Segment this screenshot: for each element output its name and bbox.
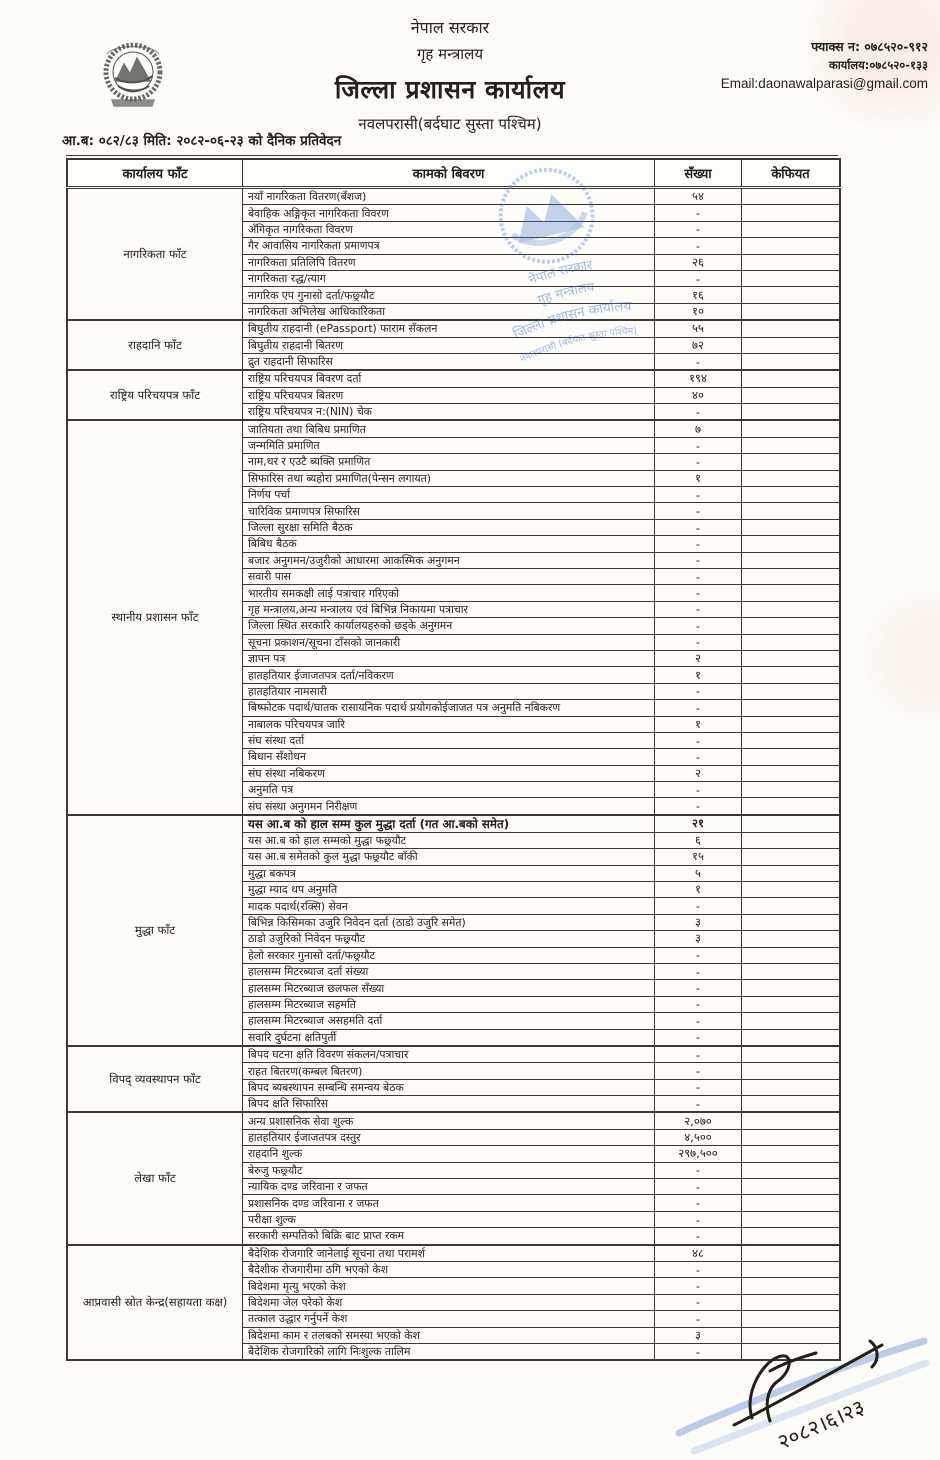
remarks-cell — [742, 1029, 841, 1046]
ministry-name: गृह मन्त्रालय — [416, 45, 484, 63]
remarks-cell — [742, 1245, 841, 1262]
work-description-cell: संघ संस्था दर्ता — [243, 732, 655, 748]
fax-number: फ्याक्स न: ०७८५२०-९१२ — [811, 39, 928, 54]
remarks-cell — [742, 1195, 841, 1211]
work-description-cell: हातहतियार ईजाजतपत्र दर्ता/नविकरण — [243, 667, 655, 683]
remarks-cell — [742, 420, 841, 437]
remarks-cell — [742, 205, 841, 221]
work-description-cell: बिघुतीय राहदानी (ePassport) फाराम सँकलन — [243, 320, 655, 337]
work-description-cell: नाम,थर र एउटै ब्यक्ति प्रमाणित — [243, 454, 655, 470]
count-cell: - — [655, 898, 742, 914]
remarks-cell — [742, 782, 841, 798]
remarks-cell — [742, 832, 841, 848]
work-description-cell: प्रशासनिक दण्ड जरिवाना र जफत — [243, 1195, 655, 1211]
count-cell: १ — [655, 470, 742, 486]
remarks-cell — [742, 1179, 841, 1195]
work-description-cell: बेवाहिक अङ्गिकृत नागरिकता विवरण — [243, 205, 655, 221]
work-description-cell: सिफारिस तथा ब्यहोरा प्रमाणित(पेन्सन लगायत) — [243, 470, 655, 486]
section-label: नागरिकता फाँट — [67, 188, 243, 321]
count-cell: - — [655, 404, 742, 421]
work-description-cell: बिभिन्न किसिमका उजुरि निवेदन दर्ता (ठाडो उजुरि समेत) — [243, 914, 655, 930]
count-cell: ७ — [655, 420, 742, 437]
remarks-cell — [742, 601, 841, 617]
work-description-cell: जिल्ला स्थित सरकारि कार्यालयहरुको छड्के अनुगमन — [243, 618, 655, 634]
count-cell: २,०७० — [655, 1112, 742, 1129]
contact-block — [721, 38, 928, 94]
work-description-cell: अनुमति पत्र — [243, 782, 655, 798]
stamp-line-4: नवलपरासी (बर्दघाट-सुस्ता पश्चिम) — [518, 325, 638, 366]
remarks-cell — [742, 749, 841, 765]
count-cell: - — [655, 536, 742, 552]
section-label: स्थानीय प्रशासन फाँट — [67, 420, 243, 814]
work-description-cell: मुद्धा म्याद थप अनुमति — [243, 882, 655, 898]
table-row — [67, 815, 840, 833]
remarks-cell — [742, 1211, 841, 1227]
work-description-cell: मादक पदार्थ(रक्सि) सेवन — [243, 898, 655, 914]
remarks-cell — [742, 287, 841, 303]
count-cell: ४८ — [655, 1245, 742, 1262]
section-label: लेखा फाँट — [67, 1112, 243, 1244]
remarks-cell — [742, 1278, 841, 1294]
count-cell: १ — [655, 667, 742, 683]
remarks-cell — [742, 370, 841, 387]
work-description-cell: नाबालक परिचयपत्र जारि — [243, 716, 655, 732]
work-description-cell: गृह मन्त्रालय,अन्य मन्त्रालय एवं बिभिन्न निकायमा पत्राचार — [243, 601, 655, 617]
count-cell: ३ — [655, 931, 742, 947]
count-cell: - — [655, 1013, 742, 1029]
work-description-cell: यस आ.ब को हाल सम्म कुल मुद्धा दर्ता (गत आ.बको समेत) — [243, 815, 655, 833]
remarks-cell — [742, 931, 841, 947]
remarks-cell — [742, 700, 841, 716]
remarks-cell — [742, 1343, 841, 1360]
column-header-work-description: कामको बिवरण — [243, 159, 655, 188]
district-name: नवलपरासी(बर्दघाट सुस्ता पश्चिम) — [358, 115, 542, 133]
work-description-cell: बिपद घटना क्षति विवरण संकलन/पत्राचार — [243, 1046, 655, 1063]
count-cell: - — [655, 947, 742, 963]
work-description-cell: परीक्षा शुल्क — [243, 1211, 655, 1227]
count-cell: १६ — [655, 287, 742, 303]
work-description-cell: जिल्ला सुरक्षा समिति बैठक — [243, 519, 655, 535]
work-description-cell: जन्ममिति प्रमाणित — [243, 437, 655, 453]
office-phone: कार्यालय:०७८५२०-१३३ — [828, 57, 928, 72]
count-cell: - — [655, 238, 742, 254]
work-description-cell: नागरिक एप गुनासो दर्ता/फछ्र्यौट — [243, 287, 655, 303]
work-description-cell: हातहतियार ईजाजतपत्र दस्तुर — [243, 1129, 655, 1145]
remarks-cell — [742, 221, 841, 237]
work-description-cell: बिदेशमा काम र तलबको समस्या भएको केश — [243, 1327, 655, 1343]
remarks-cell — [742, 1129, 841, 1145]
count-cell: - — [655, 782, 742, 798]
remarks-cell — [742, 1046, 841, 1063]
stamp-line-3: जिल्ला प्रशासन कार्यालय — [510, 298, 632, 343]
remarks-cell — [742, 337, 841, 353]
count-cell: - — [655, 1195, 742, 1211]
remarks-cell — [742, 519, 841, 535]
count-cell: २६ — [655, 254, 742, 270]
remarks-cell — [742, 188, 841, 205]
count-cell: - — [655, 205, 742, 221]
remarks-cell — [742, 798, 841, 815]
count-cell: - — [655, 1063, 742, 1079]
remarks-cell — [742, 898, 841, 914]
remarks-cell — [742, 404, 841, 421]
work-description-cell: राष्ट्रिय परिचयपत्र बिवरण दर्ता — [243, 370, 655, 387]
column-header-count: सँख्या — [655, 159, 742, 188]
section-label: विपद् व्यवस्थापन फाँट — [67, 1046, 243, 1113]
work-description-cell: सवारि दुर्घटना क्षतिपुर्ती — [243, 1029, 655, 1046]
work-description-cell: बिधान सँशोधन — [243, 749, 655, 765]
work-description-cell: हेलो सरकार गुनासो दर्ता/फछ्र्यौट — [243, 947, 655, 963]
table-row — [67, 188, 840, 205]
remarks-cell — [742, 765, 841, 781]
table-top-rule — [66, 155, 838, 156]
office-name: जिल्ला प्रशासन कार्यालय — [334, 75, 566, 104]
work-description-cell: हालसम्म मिटरब्याज छलफल सँख्या — [243, 980, 655, 996]
count-cell: २ — [655, 650, 742, 666]
count-cell: ४० — [655, 387, 742, 403]
government-name: नेपाल सरकार — [410, 18, 490, 37]
remarks-cell — [742, 568, 841, 584]
count-cell: - — [655, 1262, 742, 1278]
column-header-office-section: कार्यालय फाँट — [67, 159, 243, 188]
remarks-cell — [742, 254, 841, 270]
table-row — [67, 1112, 840, 1129]
count-cell: ५ — [655, 865, 742, 881]
count-cell: - — [655, 1294, 742, 1310]
work-description-cell: राहत बितरण(कम्बल बितरण) — [243, 1063, 655, 1079]
count-cell: - — [655, 503, 742, 519]
work-description-cell: बिघुतीय राहदानी बितरण — [243, 337, 655, 353]
stamp-line-1: नेपाल सरकार — [527, 258, 594, 289]
remarks-cell — [742, 1096, 841, 1113]
work-description-cell: नागरिकता अभिलेख आधिकारिकता — [243, 303, 655, 320]
remarks-cell — [742, 865, 841, 881]
table-header-row — [67, 159, 840, 188]
count-cell: - — [655, 552, 742, 568]
remarks-cell — [742, 947, 841, 963]
count-cell: - — [655, 270, 742, 286]
count-cell: - — [655, 798, 742, 815]
count-cell: ३ — [655, 1327, 742, 1343]
count-cell: ३ — [655, 914, 742, 930]
count-cell: - — [655, 454, 742, 470]
count-cell: २१ — [655, 815, 742, 833]
remarks-cell — [742, 650, 841, 666]
work-description-cell: संघ संस्था अनुगमन निरीक्षण — [243, 798, 655, 815]
remarks-cell — [742, 963, 841, 979]
work-description-cell: बिष्फोटक पदार्थ/घातक रासायनिक पदार्थ प्रयोगकोईजाजत पत्र अनुमति नबिकरण — [243, 700, 655, 716]
remarks-cell — [742, 914, 841, 930]
count-cell: - — [655, 1211, 742, 1227]
work-description-cell: राहदानि शुल्क — [243, 1146, 655, 1162]
work-description-cell: राष्ट्रिय परिचयपत्र न:(NIN) चेक — [243, 404, 655, 421]
remarks-cell — [742, 320, 841, 337]
remarks-cell — [742, 387, 841, 403]
remarks-cell — [742, 238, 841, 254]
work-description-cell: बैदेशीक रोजगारीमा ठगि भएको केश — [243, 1262, 655, 1278]
count-cell: ६ — [655, 832, 742, 848]
work-description-cell: संघ संस्था नबिकरण — [243, 765, 655, 781]
count-cell: - — [655, 1046, 742, 1063]
work-description-cell: ज्ञापन पत्र — [243, 650, 655, 666]
report-table-body — [67, 188, 840, 1361]
column-header-remarks: केफियत — [742, 159, 841, 188]
remarks-cell — [742, 437, 841, 453]
section-label: मुद्धा फाँट — [67, 815, 243, 1046]
letterhead — [230, 16, 670, 134]
work-description-cell: हातहतियार नामसारी — [243, 683, 655, 699]
count-cell: - — [655, 980, 742, 996]
work-description-cell: अन्य प्रशासनिक सेवा शुल्क — [243, 1112, 655, 1129]
nepal-government-emblem-icon — [92, 34, 174, 118]
remarks-cell — [742, 503, 841, 519]
remarks-cell — [742, 536, 841, 552]
table-row — [67, 320, 840, 337]
count-cell: १० — [655, 303, 742, 320]
count-cell: - — [655, 1179, 742, 1195]
work-description-cell: बजार अनुगमन/उजुरीको आधारमा आकस्मिक अनुगमन — [243, 552, 655, 568]
remarks-cell — [742, 618, 841, 634]
work-description-cell: हालसम्म मिटरब्याज दर्ता संख्या — [243, 963, 655, 979]
count-cell: ७२ — [655, 337, 742, 353]
signature-date: २०८२।६।२३ — [774, 1394, 869, 1455]
work-description-cell: सूचना प्रकाशन/सूचना टाँसको जानकारी — [243, 634, 655, 650]
count-cell: - — [655, 1343, 742, 1360]
count-cell: - — [655, 700, 742, 716]
remarks-cell — [742, 815, 841, 833]
work-description-cell: मुद्धा बकपत्र — [243, 865, 655, 881]
work-description-cell: द्रुत राहदानी सिफारिस — [243, 353, 655, 370]
count-cell: - — [655, 634, 742, 650]
work-description-cell: अँगिकृत नागरिकता विवरण — [243, 221, 655, 237]
count-cell: - — [655, 1079, 742, 1095]
email-address: Email:daonawalparasi@gmail.com — [720, 76, 928, 91]
remarks-cell — [742, 1262, 841, 1278]
count-cell: २९७,५०० — [655, 1146, 742, 1162]
work-description-cell: नागरिकता प्रतिलिपि वितरण — [243, 254, 655, 270]
work-description-cell: ठाडो उजुरिको निवेदन फछ्र्यौट — [243, 931, 655, 947]
count-cell: - — [655, 437, 742, 453]
remarks-cell — [742, 732, 841, 748]
remarks-cell — [742, 882, 841, 898]
count-cell: १५ — [655, 849, 742, 865]
work-description-cell: बैदेशिक रोजगारि जानेलाई सूचना तथा परामर्श — [243, 1245, 655, 1262]
count-cell: - — [655, 519, 742, 535]
count-cell: - — [655, 1311, 742, 1327]
work-description-cell: यस आ.ब को हाल सम्मको मुद्धा फछ्र्यौट — [243, 832, 655, 848]
remarks-cell — [742, 454, 841, 470]
remarks-cell — [742, 270, 841, 286]
remarks-cell — [742, 1146, 841, 1162]
remarks-cell — [742, 980, 841, 996]
work-description-cell: नागरिकता रद्ध/त्याग — [243, 270, 655, 286]
count-cell: १९४ — [655, 370, 742, 387]
remarks-cell — [742, 716, 841, 732]
work-description-cell: यस आ.ब समेतको कुल मुद्धा फछ्र्यौट बाँकी — [243, 849, 655, 865]
work-description-cell: बेरुजु फछ्र्यौट — [243, 1162, 655, 1178]
remarks-cell — [742, 1311, 841, 1327]
remarks-cell — [742, 996, 841, 1012]
count-cell: - — [655, 353, 742, 370]
work-description-cell: बिबिध बैठक — [243, 536, 655, 552]
count-cell: १ — [655, 716, 742, 732]
work-description-cell: सरकारी सम्पतिको बिक्रि बाट प्राप्त रकम — [243, 1228, 655, 1245]
count-cell: - — [655, 1278, 742, 1294]
remarks-cell — [742, 667, 841, 683]
count-cell: - — [655, 1162, 742, 1178]
work-description-cell: तत्काल उद्धार गर्नुपर्ने केश — [243, 1311, 655, 1327]
work-description-cell: गैर आवासिय नागरिकता प्रमाणपत्र — [243, 238, 655, 254]
work-description-cell: भारतीय समकक्षी लाई पत्राचार गरिएको — [243, 585, 655, 601]
daily-report-table — [66, 158, 841, 1361]
count-cell: - — [655, 749, 742, 765]
count-cell: - — [655, 487, 742, 503]
section-label: राहदानि फाँट — [67, 320, 243, 370]
remarks-cell — [742, 585, 841, 601]
work-description-cell: बैदेशिक रोजगारिको लागि निःशुल्क तालिम — [243, 1343, 655, 1360]
count-cell: - — [655, 1096, 742, 1113]
remarks-cell — [742, 1063, 841, 1079]
work-description-cell: न्यायिक दण्ड जरिवाना र जफत — [243, 1179, 655, 1195]
table-row — [67, 420, 840, 437]
remarks-cell — [742, 353, 841, 370]
remarks-cell — [742, 470, 841, 486]
count-cell: - — [655, 618, 742, 634]
work-description-cell: बिदेशमा जेल परेको केश — [243, 1294, 655, 1310]
work-description-cell: जातियता तथा बिबिध प्रमाणित — [243, 420, 655, 437]
remarks-cell — [742, 487, 841, 503]
work-description-cell: सवारी पास — [243, 568, 655, 584]
count-cell: २ — [655, 765, 742, 781]
section-label: आप्रवासी स्रोत केन्द्र(सहायता कक्ष) — [67, 1245, 243, 1361]
count-cell: - — [655, 683, 742, 699]
count-cell: - — [655, 601, 742, 617]
work-description-cell: बिपद ब्यबस्थापन सम्बन्धि समन्वय बेठक — [243, 1079, 655, 1095]
table-row — [67, 1245, 840, 1262]
table-row — [67, 370, 840, 387]
section-label: राष्ट्रिय परिचयपत्र फाँट — [67, 370, 243, 420]
count-cell: १ — [655, 882, 742, 898]
remarks-cell — [742, 1228, 841, 1245]
work-description-cell: बिदेशमा मृत्यु भएको केश — [243, 1278, 655, 1294]
report-title: आ.ब: ०८२/८३ मिति: २०८२-०६-२३ को दैनिक प्रतिवेदन — [62, 133, 342, 149]
remarks-cell — [742, 1079, 841, 1095]
work-description-cell: नयाँ नागरिकता वितरण(बँशज) — [243, 188, 655, 205]
work-description-cell: हालसम्म मिटरब्याज असहमति दर्ता — [243, 1013, 655, 1029]
work-description-cell: बिपद क्षति सिफारिस — [243, 1096, 655, 1113]
work-description-cell: निर्णय पर्चा — [243, 487, 655, 503]
count-cell: ५४ — [655, 188, 742, 205]
count-cell: - — [655, 963, 742, 979]
count-cell: ५५ — [655, 320, 742, 337]
remarks-cell — [742, 849, 841, 865]
count-cell: - — [655, 996, 742, 1012]
remarks-cell — [742, 1162, 841, 1178]
remarks-cell — [742, 1112, 841, 1129]
count-cell: - — [655, 585, 742, 601]
remarks-cell — [742, 1294, 841, 1310]
count-cell: - — [655, 1029, 742, 1046]
remarks-cell — [742, 634, 841, 650]
work-description-cell: चारिविक प्रमाणपत्र सिफारिस — [243, 503, 655, 519]
count-cell: - — [655, 1228, 742, 1245]
remarks-cell — [742, 552, 841, 568]
count-cell: - — [655, 568, 742, 584]
stamp-line-2: गृह मन्त्रालय — [535, 279, 596, 309]
work-description-cell: हालसम्म मिटरब्याज सहमति — [243, 996, 655, 1012]
count-cell: ४,५०० — [655, 1129, 742, 1145]
remarks-cell — [742, 303, 841, 320]
count-cell: - — [655, 732, 742, 748]
remarks-cell — [742, 1013, 841, 1029]
work-description-cell: राष्ट्रिय परिचयपत्र बितरण — [243, 387, 655, 403]
remarks-cell — [742, 683, 841, 699]
remarks-cell — [742, 1327, 841, 1343]
table-row — [67, 1046, 840, 1063]
count-cell: - — [655, 221, 742, 237]
